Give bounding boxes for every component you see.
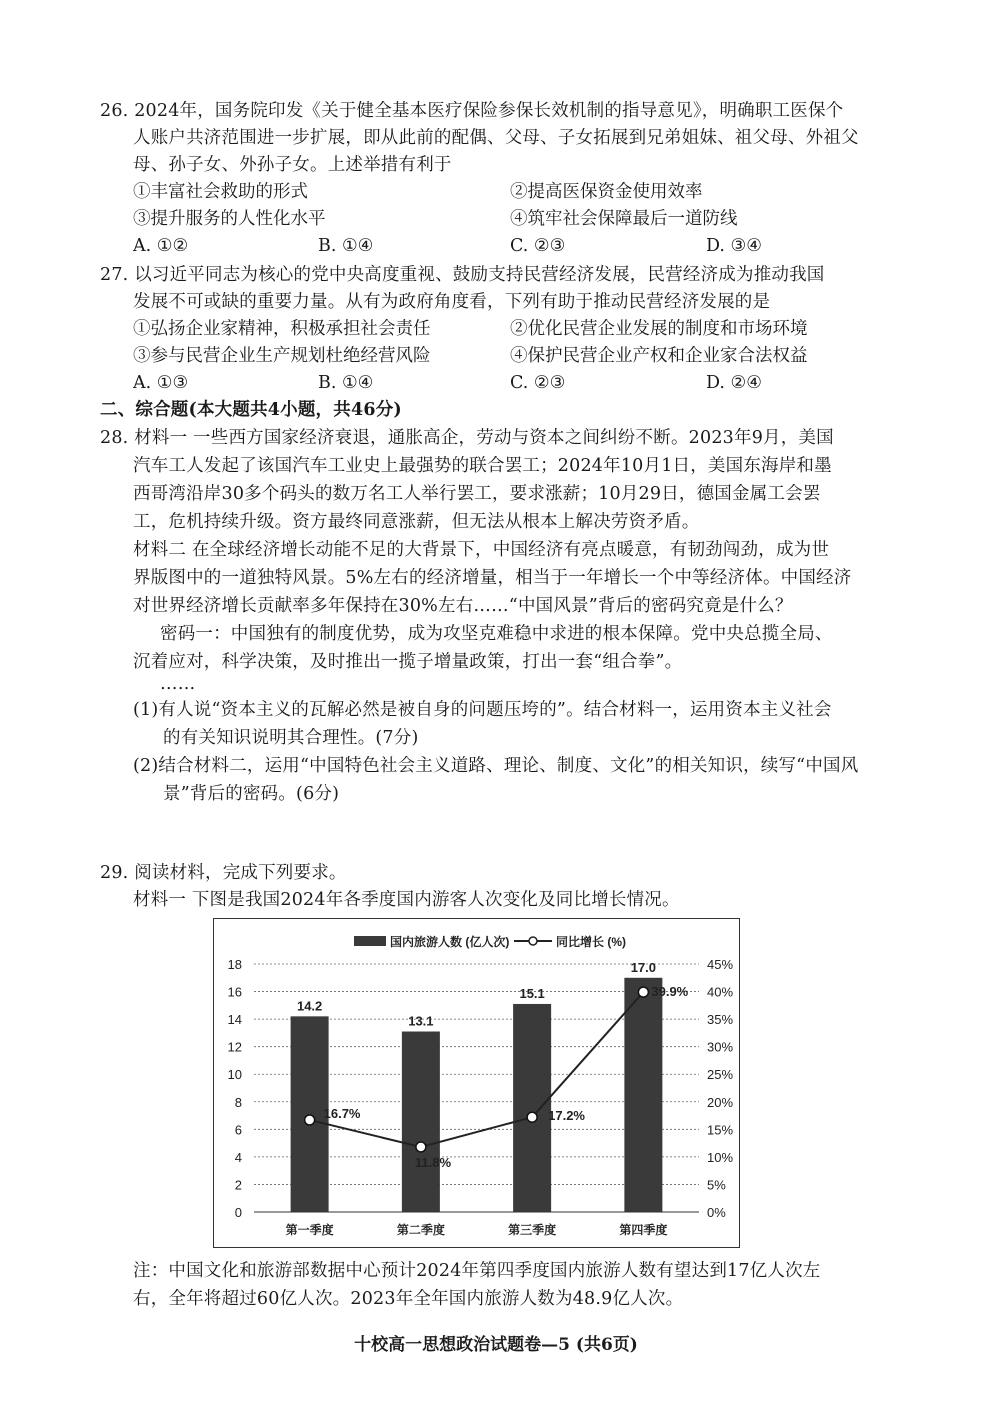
growth-point — [416, 1142, 426, 1152]
y-right-tick-label: 10% — [707, 1149, 734, 1165]
y-right-tick-label: 15% — [707, 1122, 734, 1138]
growth-value-label: 39.9% — [651, 984, 689, 1000]
q27-choice-a: A. ①③ — [133, 373, 189, 393]
growth-point — [527, 1112, 537, 1122]
growth-point — [638, 987, 648, 997]
bar-value-label: 15.1 — [519, 985, 545, 1001]
q26-item-3: ③提升服务的人性化水平 — [133, 209, 326, 229]
q27-line-2: 发展不可或缺的重要力量。从有为政府角度看，下列有助于推动民营经济发展的是 — [133, 292, 771, 312]
q27-item-3: ③参与民营企业生产规划杜绝经营风险 — [133, 346, 431, 366]
y-left-tick-label: 4 — [234, 1149, 242, 1165]
x-tick-label: 第二季度 — [396, 1223, 445, 1237]
q28-m1-line-1: 28. 材料一 一些西方国家经济衰退，通胀高企，劳动与资本之间纠纷不断。2023年9月，美国 — [100, 428, 834, 448]
q28-sub2-line-2: 景”背后的密码。(6分) — [163, 784, 340, 804]
q27-choice-b: B. ①④ — [318, 373, 374, 393]
q28-sub2-line-1: (2)结合材料二，运用“中国特色社会主义道路、理论、制度、文化”的相关知识，续写“中国风 — [133, 756, 859, 776]
y-left-tick-label: 16 — [227, 984, 242, 1000]
bar-value-label: 17.0 — [630, 959, 657, 975]
y-right-tick-label: 35% — [707, 1012, 734, 1028]
x-tick-label: 第三季度 — [508, 1223, 557, 1237]
y-left-tick-label: 14 — [227, 1012, 242, 1028]
q29-note-line-2: 右，全年将超过60亿人次。2023年全年国内旅游人数为48.9亿人次。 — [133, 1289, 684, 1309]
tourism-chart — [213, 918, 740, 1248]
y-left-tick-label: 6 — [234, 1122, 242, 1138]
growth-value-label: 16.7% — [323, 1105, 361, 1121]
y-right-tick-label: 0% — [707, 1205, 726, 1220]
bar — [513, 1004, 551, 1212]
q28-sub1-line-2: 的有关知识说明其合理性。(7分) — [163, 728, 419, 748]
q26-choice-c: C. ②③ — [510, 236, 566, 256]
q27-choice-c: C. ②③ — [510, 373, 566, 393]
growth-line — [310, 992, 644, 1147]
y-right-tick-label: 20% — [707, 1094, 734, 1110]
tourism-chart-svg — [214, 919, 738, 1246]
q26-choice-a: A. ①② — [133, 236, 189, 256]
y-left-tick-label: 12 — [227, 1039, 242, 1055]
q26-line-1: 26. 2024年，国务院印发《关于健全基本医疗保险参保长效机制的指导意见》，明确职工医保个 — [100, 101, 844, 121]
legend-bar-label: 国内旅游人数 (亿人次) — [390, 935, 510, 949]
q27-item-4: ④保护民营企业产权和企业家合法权益 — [510, 346, 808, 366]
y-left-tick-label: 2 — [234, 1177, 242, 1193]
y-left-tick-label: 10 — [227, 1067, 242, 1083]
bar-value-label: 14.2 — [296, 998, 323, 1014]
y-left-tick-label: 18 — [227, 957, 242, 972]
y-right-tick-label: 5% — [707, 1177, 726, 1193]
legend-bar-swatch — [354, 936, 386, 946]
q26-choice-d: D. ③④ — [706, 236, 762, 256]
y-right-tick-label: 40% — [707, 984, 734, 1000]
q29-intro: 29. 阅读材料，完成下列要求。 — [100, 863, 347, 883]
q28-sub1-line-1: (1)有人说“资本主义的瓦解必然是被自身的问题压垮的”。结合材料一，运用资本主义社会 — [133, 700, 832, 720]
bar — [402, 1032, 440, 1212]
q28-code-line-1: 密码一：中国独有的制度优势，成为攻坚克难稳中求进的根本保障。党中央总揽全局、 — [160, 624, 833, 644]
x-tick-label: 第四季度 — [619, 1223, 668, 1237]
q27-item-1: ①弘扬企业家精神，积极承担社会责任 — [133, 319, 431, 339]
q26-item-2: ②提高医保资金使用效率 — [510, 182, 703, 202]
legend-line-marker — [529, 937, 537, 945]
q27-line-1: 27. 以习近平同志为核心的党中央高度重视、鼓励支持民营经济发展，民营经济成为推动我国 — [100, 265, 825, 285]
q28-m1-line-2: 汽车工人发起了该国汽车工业史上最强势的联合罢工；2024年10月1日，美国东海岸和墨 — [133, 456, 832, 476]
q26-item-4: ④筑牢社会保障最后一道防线 — [510, 209, 738, 229]
q28-ellipsis: …… — [160, 674, 196, 694]
q28-m2-line-2: 界版图中的一道独特风景。5%左右的经济增量，相当于一年增长一个中等经济体。中国经济 — [133, 568, 852, 588]
bar — [624, 978, 662, 1212]
q28-m1-line-4: 工，危机持续升级。资方最终同意涨薪，但无法从根本上解决劳资矛盾。 — [133, 512, 700, 532]
q27-item-2: ②优化民营企业发展的制度和市场环境 — [510, 319, 808, 339]
y-left-tick-label: 0 — [234, 1205, 242, 1220]
q27-choice-d: D. ②④ — [706, 373, 762, 393]
growth-value-label: 11.8% — [414, 1154, 452, 1170]
growth-point — [305, 1115, 315, 1125]
q26-choice-b: B. ①④ — [318, 236, 374, 256]
q28-code-line-2: 沉着应对，科学决策，及时推出一揽子增量政策，打出一套“组合拳”。 — [133, 652, 683, 672]
x-tick-label: 第一季度 — [285, 1223, 334, 1237]
section-2-heading: 二、综合题(本大题共4小题，共46分) — [100, 400, 402, 420]
legend-line-label: 同比增长 (%) — [556, 935, 626, 949]
page-footer: 十校高一思想政治试题卷—5 (共6页) — [354, 1335, 638, 1355]
q26-line-3: 母、孙子女、外孙子女。上述举措有利于 — [133, 155, 452, 175]
y-right-tick-label: 45% — [707, 957, 734, 972]
y-left-tick-label: 8 — [234, 1094, 242, 1110]
q28-m1-line-3: 西哥湾沿岸30多个码头的数万名工人举行罢工，要求涨薪；10月29日，德国金属工会罢 — [133, 484, 821, 504]
y-right-tick-label: 25% — [707, 1067, 734, 1083]
q26-item-1: ①丰富社会救助的形式 — [133, 182, 308, 202]
q28-m2-line-1: 材料二 在全球经济增长动能不足的大背景下，中国经济有亮点暖意，有韧劲闯劲，成为世 — [133, 540, 830, 560]
q28-m2-line-3: 对世界经济增长贡献率多年保持在30%左右……“中国风景”背后的密码究竟是什么？ — [133, 596, 793, 616]
bar-value-label: 13.1 — [408, 1013, 434, 1029]
q26-line-2: 人账户共济范围进一步扩展，即从此前的配偶、父母、子女拓展到兄弟姐妹、祖父母、外祖父 — [133, 128, 859, 148]
q29-material-1: 材料一 下图是我国2024年各季度国内游客人次变化及同比增长情况。 — [133, 890, 680, 910]
growth-value-label: 17.2% — [548, 1108, 585, 1124]
y-right-tick-label: 30% — [707, 1039, 734, 1055]
q29-note-line-1: 注：中国文化和旅游部数据中心预计2024年第四季度国内旅游人数有望达到17亿人次左 — [133, 1261, 821, 1281]
